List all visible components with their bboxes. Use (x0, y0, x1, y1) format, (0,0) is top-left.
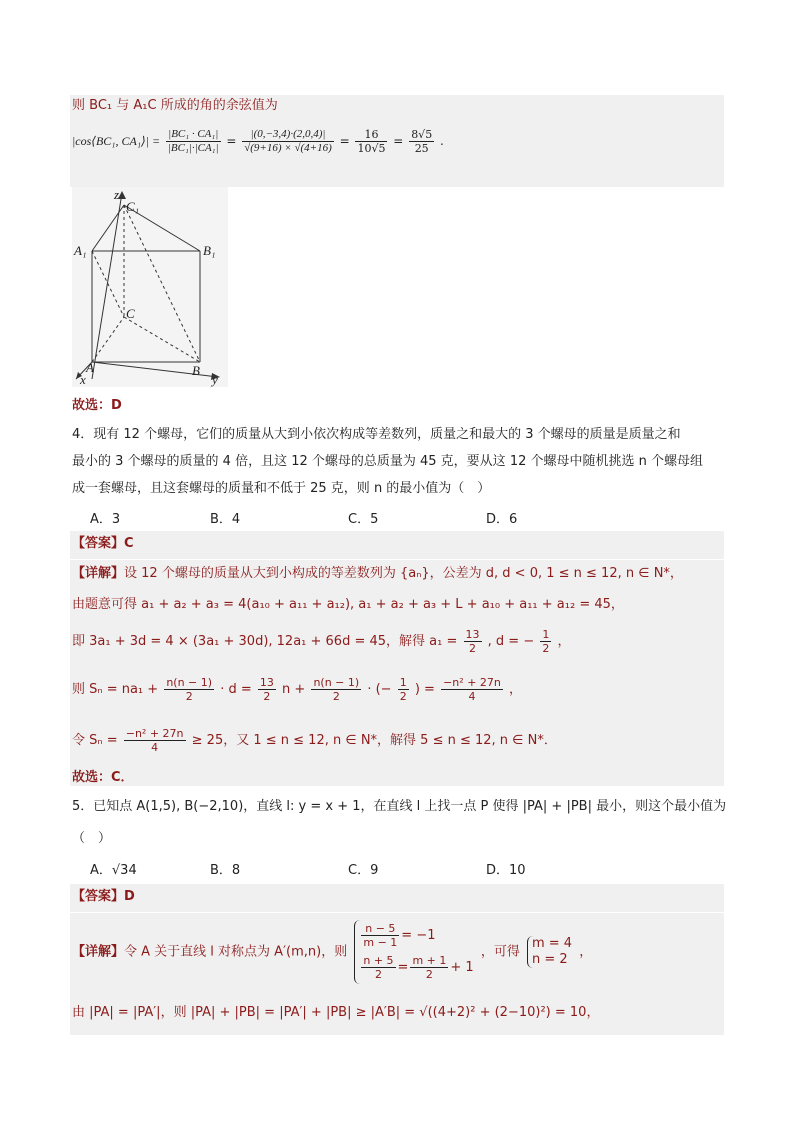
label-x: x (80, 372, 86, 387)
frac-d: $\frac{1}{2}$ (542, 628, 550, 655)
label-z: z (114, 187, 120, 202)
q4-option-c: C．5 (348, 512, 379, 527)
q4-option-b: B．4 (210, 512, 241, 527)
q5-answer: 【答案】D (72, 889, 135, 904)
band-q4-answer (70, 531, 724, 559)
prism-diagram (72, 187, 228, 387)
q4-detail-line-3: 即 3a₁ + 3d = 4 × (3a₁ + 30d), 12a₁ + 66d = 45，解得 a₁ = $\frac{13}{2}$ , d = − $\frac{1}{2}$ ， (72, 628, 571, 655)
z-arrow (118, 191, 126, 199)
q4-option-d: D．6 (486, 512, 518, 527)
label-a1: A₁ (74, 243, 87, 258)
q4-stem-line-1: 4．现有 12 个螺母，它们的质量从大到小依次构成等差数列，质量之和最大的 3 个螺母的质量是质量之和 (72, 427, 681, 442)
q4-detail-line-2: 由题意可得 a₁ + a₂ + a₃ = 4(a₁₀ + a₁₁ + a₁₂), a₁ + a₂ + a₃ + L + a₁₀ + a₁₁ + a₁₂ = 45， (72, 597, 624, 612)
label-c: C (126, 306, 135, 321)
frac-a1: $\frac{13}{2}$ (465, 628, 480, 655)
q5-option-c: C．9 (348, 863, 379, 878)
q5-stem-line-2: （ ） (72, 831, 112, 846)
label-a: A (86, 360, 94, 375)
q4-stem-line-3: 成一套螺母，且这套螺母的质量和不低于 25 克，则 n 的最小值为（ ） (72, 481, 491, 496)
cosine-mid-frac: $\frac{\text{|BC₁ · CA₁|}}{\text{|BC₁|·|CA₁|}}$ (167, 128, 219, 154)
prism-figure (72, 187, 228, 387)
cosine-vector-frac: $\frac{|(0,-3,4)\cdot(2,0,4)|}{√(9+16) \times √(4+16)}$ (244, 128, 332, 154)
q4-conclusion: 故选：C． (72, 770, 134, 785)
band-q5-answer (70, 884, 724, 912)
edge-a-c (92, 317, 124, 362)
system-1: $\frac{n - 5}{m - 1}$ = −1 $\frac{n + 5}{2}$ = $\frac{m + 1}{2}$ + 1 (354, 920, 473, 984)
z-axis (92, 193, 122, 379)
label-c1: C₁ (126, 199, 140, 214)
edge-c-b (124, 317, 200, 362)
q4-stem-line-2: 最小的 3 个螺母的质量的 4 倍，且这 12 个螺母的总质量为 45 克，要从这 12 个螺母中随机挑选 n 个螺母组 (72, 454, 703, 469)
q5-detail-line-2: 由 |PA| = |PA′|，则 |PA| + |PB| = |PA′| + |PB| ≥ |A′B| = √((4+2)² + (2−10)²) = 10， (72, 1005, 600, 1020)
cosine-formula: |cos⟨BC₁, CA₁⟩| = $\frac{\text{|BC₁ · CA₁|}}{\text{|BC₁|·|CA₁|}}$ = $\frac{|(0,-3,4)\cdot(2,0,4)|}{√(9+16) \times √(4+16)}$ = $\frac{16}{10√5}$ = $\frac{8√5}{25}$ . (72, 128, 444, 155)
diag-a1-c (92, 251, 124, 317)
q4-option-a: A．3 (90, 512, 121, 527)
q5-option-d: D．10 (486, 863, 526, 878)
q5-stem-line-1: 5．已知点 A(1,5), B(−2,10)，直线 l: y = x + 1，在直线 l 上找一点 P 使得 |PA| + |PB| 最小，则这个最小值为 (72, 799, 727, 814)
cosine-frac-2: $\frac{8√5}{25}$ (411, 128, 433, 155)
system-2: m = 4 n = 2 (527, 936, 572, 968)
cosine-intro: 则 BC₁ 与 A₁C 所成的角的余弦值为 (72, 98, 278, 113)
edge-a1-c1 (92, 205, 124, 251)
q4-detail-line-5: 令 Sₙ = $\frac{\text{−n² + 27n}}{4}$ ≥ 25，又 1 ≤ n ≤ 12, n ∈ N*，解得 5 ≤ n ≤ 12, n ∈ N*． (72, 727, 557, 754)
prev-answer: 故选：D (72, 398, 122, 413)
cosine-lhs: |cos⟨BC₁, CA₁⟩| = (72, 134, 161, 148)
label-b: B (192, 363, 200, 378)
q5-option-a: A．√34 (90, 863, 137, 878)
label-b1: B₁ (203, 243, 216, 258)
q4-detail-line-1: 【详解】设 12 个螺母的质量从大到小构成的等差数列为 {aₙ}，公差为 d, d < 0, 1 ≤ n ≤ 12, n ∈ N*， (72, 566, 683, 581)
q4-answer: 【答案】C (72, 536, 134, 551)
q5-option-b: B．8 (210, 863, 241, 878)
q4-detail-line-4: 则 Sₙ = na₁ + $\frac{n(n - 1)}{2}$ · d = $\frac{13}{2}$ n + $\frac{n(n - 1)}{2}$ · (− $\frac{1}{2}$ ) = $\frac{\text{−n² + 27n}}{4}$ ， (72, 676, 523, 703)
label-y: y (212, 372, 218, 387)
cosine-frac-1: $\frac{16}{10√5}$ (357, 128, 386, 155)
q5-detail-line-1: 【详解】令 A 关于直线 l 对称点为 A′(m,n)，则 $\frac{n - 5}{m - 1}$ = −1 $\frac{n + 5}{2}$ = $\frac{m + 1}{2}$ + 1 ，可得 m = 4 n = 2 ， (72, 920, 592, 984)
